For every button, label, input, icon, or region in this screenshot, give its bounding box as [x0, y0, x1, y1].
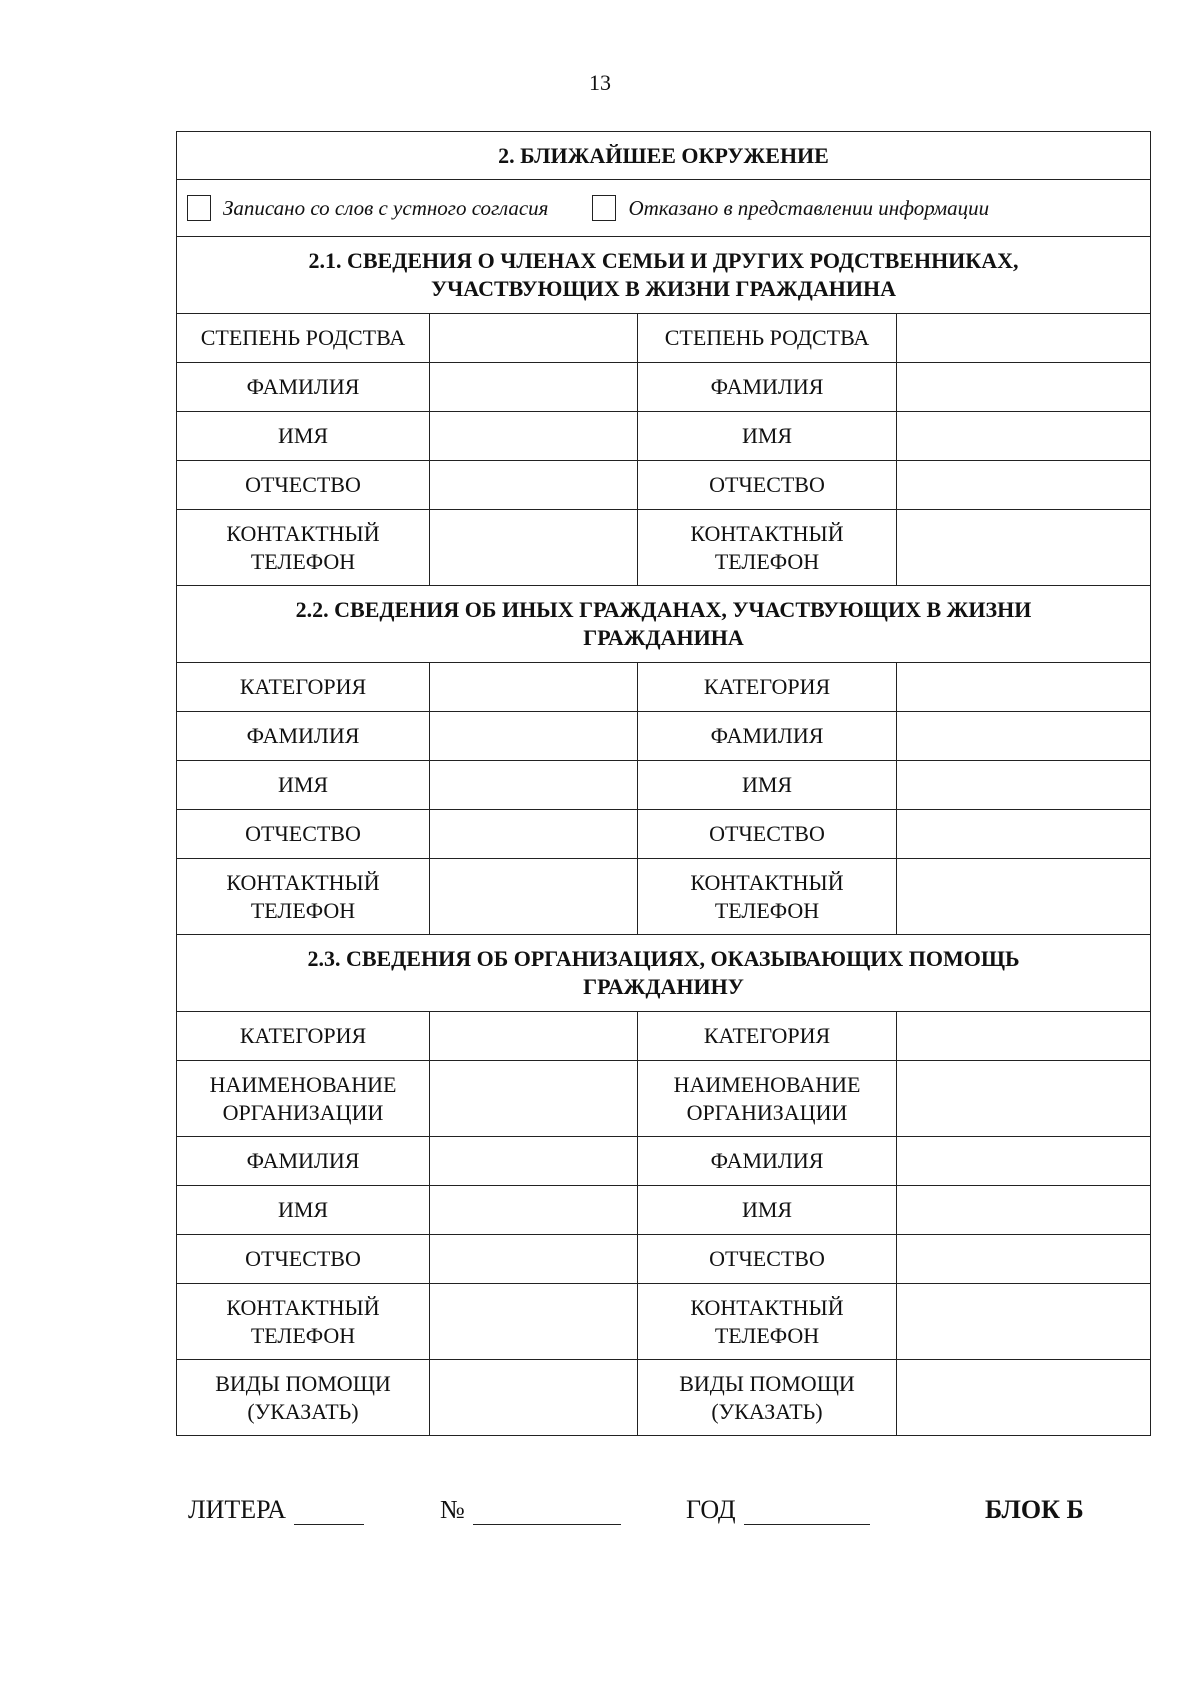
label-phone-line2: ТЕЛЕФОН — [250, 1322, 356, 1348]
litera-blank[interactable] — [294, 1498, 364, 1525]
value-category-2[interactable] — [897, 1012, 1151, 1061]
litera-label: ЛИТЕРА — [188, 1495, 287, 1524]
label-category: КАТЕГОРИЯ — [177, 663, 430, 712]
value-patronymic-1[interactable] — [430, 810, 638, 859]
label-phone — [177, 510, 430, 586]
label-organization-line1: НАИМЕНОВАНИЕ — [209, 1071, 397, 1097]
label-phone — [177, 859, 430, 935]
subsection-2-3-title — [177, 935, 1151, 1012]
label-surname: ФАМИЛИЯ — [177, 363, 430, 412]
value-patronymic-1[interactable] — [430, 1235, 638, 1284]
value-patronymic-2[interactable] — [897, 461, 1151, 510]
label-surname: ФАМИЛИЯ — [638, 712, 897, 761]
label-category: КАТЕГОРИЯ — [638, 1012, 897, 1061]
value-patronymic-2[interactable] — [897, 810, 1151, 859]
label-surname: ФАМИЛИЯ — [638, 363, 897, 412]
subsection-2-2-title-line2: ГРАЖДАНИНА — [583, 625, 744, 650]
value-patronymic-2[interactable] — [897, 1235, 1151, 1284]
value-patronymic-1[interactable] — [430, 461, 638, 510]
refusal-label: Отказано в представлении информации — [628, 196, 990, 220]
subsection-2-2-title-line1: 2.2. СВЕДЕНИЯ ОБ ИНЫХ ГРАЖДАНАХ, УЧАСТВУЮЩИХ В ЖИЗНИ — [295, 597, 1032, 622]
value-surname-1[interactable] — [430, 1137, 638, 1186]
value-name-1[interactable] — [430, 761, 638, 810]
label-name: ИМЯ — [177, 412, 430, 461]
label-help-types-line1: ВИДЫ ПОМОЩИ — [215, 1370, 391, 1396]
label-category: КАТЕГОРИЯ — [177, 1012, 430, 1061]
number-blank[interactable] — [473, 1498, 621, 1525]
value-category-1[interactable] — [430, 663, 638, 712]
refusal-checkbox[interactable] — [592, 195, 616, 221]
block-label: БЛОК Б — [985, 1495, 1084, 1524]
subsection-2-2-title — [177, 586, 1151, 663]
consent-row — [177, 180, 1151, 237]
year-field — [686, 1495, 870, 1525]
label-surname: ФАМИЛИЯ — [177, 712, 430, 761]
value-name-2[interactable] — [897, 761, 1151, 810]
value-phone-2[interactable] — [897, 510, 1151, 586]
litera-field — [188, 1495, 364, 1525]
label-name: ИМЯ — [177, 761, 430, 810]
subsection-2-1-title-line1: 2.1. СВЕДЕНИЯ О ЧЛЕНАХ СЕМЬИ И ДРУГИХ РОДСТВЕННИКАХ, — [308, 248, 1019, 273]
page-number: 13 — [589, 70, 611, 95]
label-name: ИМЯ — [638, 761, 897, 810]
label-organization — [638, 1061, 897, 1137]
label-phone — [638, 510, 897, 586]
label-phone-line1: КОНТАКТНЫЙ — [690, 869, 844, 895]
label-help-types-line2: (УКАЗАТЬ) — [247, 1398, 359, 1424]
value-help-types-2[interactable] — [897, 1360, 1151, 1436]
value-phone-1[interactable] — [430, 510, 638, 586]
label-name: ИМЯ — [638, 1186, 897, 1235]
subsection-2-3-title-line1: 2.3. СВЕДЕНИЯ ОБ ОРГАНИЗАЦИЯХ, ОКАЗЫВАЮЩИХ ПОМОЩЬ — [307, 946, 1020, 971]
value-kinship-2[interactable] — [897, 314, 1151, 363]
label-phone — [177, 1284, 430, 1360]
label-organization-line2: ОРГАНИЗАЦИИ — [686, 1099, 848, 1125]
label-phone-line1: КОНТАКТНЫЙ — [690, 1294, 844, 1320]
year-blank[interactable] — [744, 1498, 870, 1525]
value-category-2[interactable] — [897, 663, 1151, 712]
label-patronymic: ОТЧЕСТВО — [638, 1235, 897, 1284]
label-name: ИМЯ — [638, 412, 897, 461]
value-surname-1[interactable] — [430, 363, 638, 412]
value-surname-2[interactable] — [897, 1137, 1151, 1186]
number-field — [440, 1495, 621, 1525]
consent-label: Записано со слов с устного согласия — [223, 196, 549, 220]
section-title: 2. БЛИЖАЙШЕЕ ОКРУЖЕНИЕ — [177, 132, 1151, 180]
label-organization — [177, 1061, 430, 1137]
value-category-1[interactable] — [430, 1012, 638, 1061]
value-help-types-1[interactable] — [430, 1360, 638, 1436]
label-phone-line2: ТЕЛЕФОН — [714, 897, 820, 923]
label-category: КАТЕГОРИЯ — [638, 663, 897, 712]
label-surname: ФАМИЛИЯ — [638, 1137, 897, 1186]
label-phone-line1: КОНТАКТНЫЙ — [226, 1294, 380, 1320]
label-phone-line2: ТЕЛЕФОН — [250, 897, 356, 923]
label-phone-line1: КОНТАКТНЫЙ — [690, 520, 844, 546]
label-patronymic: ОТЧЕСТВО — [177, 1235, 430, 1284]
value-organization-2[interactable] — [897, 1061, 1151, 1137]
value-name-1[interactable] — [430, 412, 638, 461]
value-name-1[interactable] — [430, 1186, 638, 1235]
label-phone-line1: КОНТАКТНЫЙ — [226, 520, 380, 546]
value-phone-2[interactable] — [897, 859, 1151, 935]
label-kinship: СТЕПЕНЬ РОДСТВА — [638, 314, 897, 363]
value-surname-2[interactable] — [897, 363, 1151, 412]
value-phone-1[interactable] — [430, 859, 638, 935]
subsection-2-1-title-line2: УЧАСТВУЮЩИХ В ЖИЗНИ ГРАЖДАНИНА — [431, 276, 896, 301]
value-surname-2[interactable] — [897, 712, 1151, 761]
value-name-2[interactable] — [897, 1186, 1151, 1235]
label-phone-line1: КОНТАКТНЫЙ — [226, 869, 380, 895]
label-patronymic: ОТЧЕСТВО — [177, 810, 430, 859]
label-phone-line2: ТЕЛЕФОН — [714, 548, 820, 574]
value-name-2[interactable] — [897, 412, 1151, 461]
value-kinship-1[interactable] — [430, 314, 638, 363]
subsection-2-1-title — [177, 237, 1151, 314]
label-organization-line1: НАИМЕНОВАНИЕ — [673, 1071, 861, 1097]
value-organization-1[interactable] — [430, 1061, 638, 1137]
label-help-types-line1: ВИДЫ ПОМОЩИ — [679, 1370, 855, 1396]
year-label: ГОД — [686, 1495, 736, 1524]
label-name: ИМЯ — [177, 1186, 430, 1235]
label-patronymic: ОТЧЕСТВО — [177, 461, 430, 510]
label-help-types-line2: (УКАЗАТЬ) — [711, 1398, 823, 1424]
label-kinship: СТЕПЕНЬ РОДСТВА — [177, 314, 430, 363]
value-surname-1[interactable] — [430, 712, 638, 761]
label-phone-line2: ТЕЛЕФОН — [250, 548, 356, 574]
label-surname: ФАМИЛИЯ — [177, 1137, 430, 1186]
subsection-2-3-title-line2: ГРАЖДАНИНУ — [583, 974, 744, 999]
nearest-environment-form — [176, 131, 1151, 1436]
label-phone-line2: ТЕЛЕФОН — [714, 1322, 820, 1348]
number-label: № — [440, 1495, 465, 1524]
form-footer — [0, 1495, 1200, 1545]
label-organization-line2: ОРГАНИЗАЦИИ — [222, 1099, 384, 1125]
consent-checkbox[interactable] — [187, 195, 211, 221]
value-phone-1[interactable] — [430, 1284, 638, 1360]
value-phone-2[interactable] — [897, 1284, 1151, 1360]
label-help-types — [177, 1360, 430, 1436]
label-phone — [638, 1284, 897, 1360]
label-phone — [638, 859, 897, 935]
label-help-types — [638, 1360, 897, 1436]
label-patronymic: ОТЧЕСТВО — [638, 461, 897, 510]
label-patronymic: ОТЧЕСТВО — [638, 810, 897, 859]
